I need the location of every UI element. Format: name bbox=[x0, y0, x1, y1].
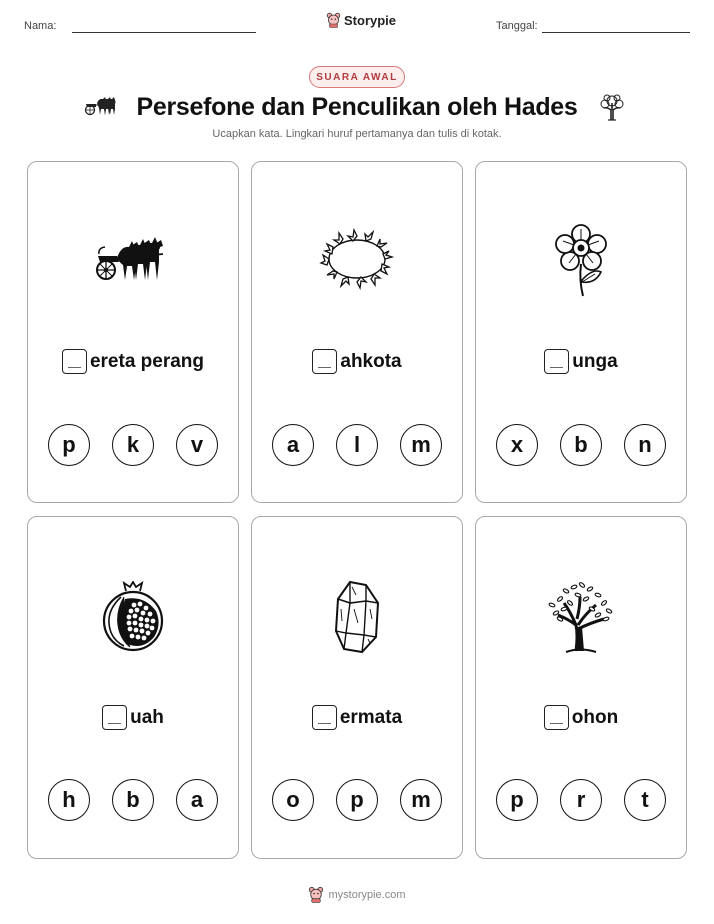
word-card bbox=[27, 161, 239, 503]
instructions: Ucapkan kata. Lingkari huruf pertamanya dan tulis di kotak. bbox=[212, 128, 502, 140]
answer-box[interactable] bbox=[62, 349, 87, 374]
letter-option[interactable]: k bbox=[112, 424, 154, 466]
letter-option[interactable]: t bbox=[624, 779, 666, 821]
letter-option[interactable]: b bbox=[560, 424, 602, 466]
word-fragment: ermata bbox=[339, 706, 403, 728]
answer-box[interactable] bbox=[544, 349, 569, 374]
letter-option[interactable]: o bbox=[272, 779, 314, 821]
word-row bbox=[252, 705, 462, 730]
brand bbox=[326, 12, 396, 28]
card-image bbox=[476, 224, 686, 300]
word-fragment: ahkota bbox=[340, 350, 402, 372]
answer-box[interactable] bbox=[312, 705, 337, 730]
letter-option[interactable]: a bbox=[272, 424, 314, 466]
worksheet-header bbox=[0, 0, 714, 50]
bear-logo-icon bbox=[308, 886, 324, 903]
word-fragment: ereta perang bbox=[89, 350, 205, 372]
footer-url[interactable]: mystorypie.com bbox=[328, 888, 406, 901]
laurel-wreath-icon bbox=[319, 228, 395, 290]
pomegranate-icon bbox=[100, 581, 166, 653]
word-card bbox=[475, 516, 687, 859]
letter-options bbox=[252, 779, 462, 821]
card-image bbox=[252, 579, 462, 655]
title-row bbox=[0, 93, 714, 125]
card-image bbox=[28, 581, 238, 653]
word-row bbox=[476, 349, 686, 374]
word-card bbox=[27, 516, 239, 859]
word-row bbox=[252, 349, 462, 374]
letter-options bbox=[476, 779, 686, 821]
letter-option[interactable]: n bbox=[624, 424, 666, 466]
letter-option[interactable]: x bbox=[496, 424, 538, 466]
letter-option[interactable]: a bbox=[176, 779, 218, 821]
word-row bbox=[28, 705, 238, 730]
card-image bbox=[476, 579, 686, 655]
date-label: Tanggal: bbox=[496, 20, 538, 32]
footer bbox=[0, 886, 714, 903]
flower-icon bbox=[553, 224, 609, 300]
answer-box[interactable] bbox=[102, 705, 127, 730]
word-card bbox=[251, 516, 463, 859]
letter-options bbox=[28, 779, 238, 821]
word-card bbox=[251, 161, 463, 503]
letter-option[interactable]: p bbox=[496, 779, 538, 821]
chariot-icon bbox=[95, 232, 171, 286]
word-fragment: unga bbox=[572, 350, 618, 372]
letter-option[interactable]: r bbox=[560, 779, 602, 821]
answer-box[interactable] bbox=[544, 705, 569, 730]
word-fragment: ohon bbox=[571, 706, 619, 728]
letter-options bbox=[476, 424, 686, 466]
letter-option[interactable]: p bbox=[48, 424, 90, 466]
tree-icon bbox=[546, 579, 616, 655]
word-row bbox=[476, 705, 686, 730]
letter-option[interactable]: h bbox=[48, 779, 90, 821]
date-line[interactable] bbox=[542, 32, 690, 33]
bear-logo-icon bbox=[326, 12, 341, 28]
letter-option[interactable]: m bbox=[400, 779, 442, 821]
word-card bbox=[475, 161, 687, 503]
letter-option[interactable]: l bbox=[336, 424, 378, 466]
brand-name: Storypie bbox=[344, 12, 397, 28]
word-row bbox=[28, 349, 238, 374]
letter-option[interactable]: b bbox=[112, 779, 154, 821]
name-line[interactable] bbox=[72, 32, 256, 33]
letter-options bbox=[252, 424, 462, 466]
gem-icon bbox=[332, 579, 382, 655]
answer-box[interactable] bbox=[312, 349, 337, 374]
letter-option[interactable]: m bbox=[400, 424, 442, 466]
page-title: Persefone dan Penculikan oleh Hades bbox=[136, 93, 578, 121]
word-fragment: uah bbox=[130, 706, 164, 728]
letter-options bbox=[28, 424, 238, 466]
name-label: Nama: bbox=[24, 20, 57, 32]
letter-option[interactable]: p bbox=[336, 779, 378, 821]
card-image bbox=[252, 228, 462, 290]
tree-icon bbox=[598, 93, 626, 121]
card-image bbox=[28, 232, 238, 286]
category-badge: SUARA AWAL bbox=[309, 66, 405, 88]
letter-option[interactable]: v bbox=[176, 424, 218, 466]
